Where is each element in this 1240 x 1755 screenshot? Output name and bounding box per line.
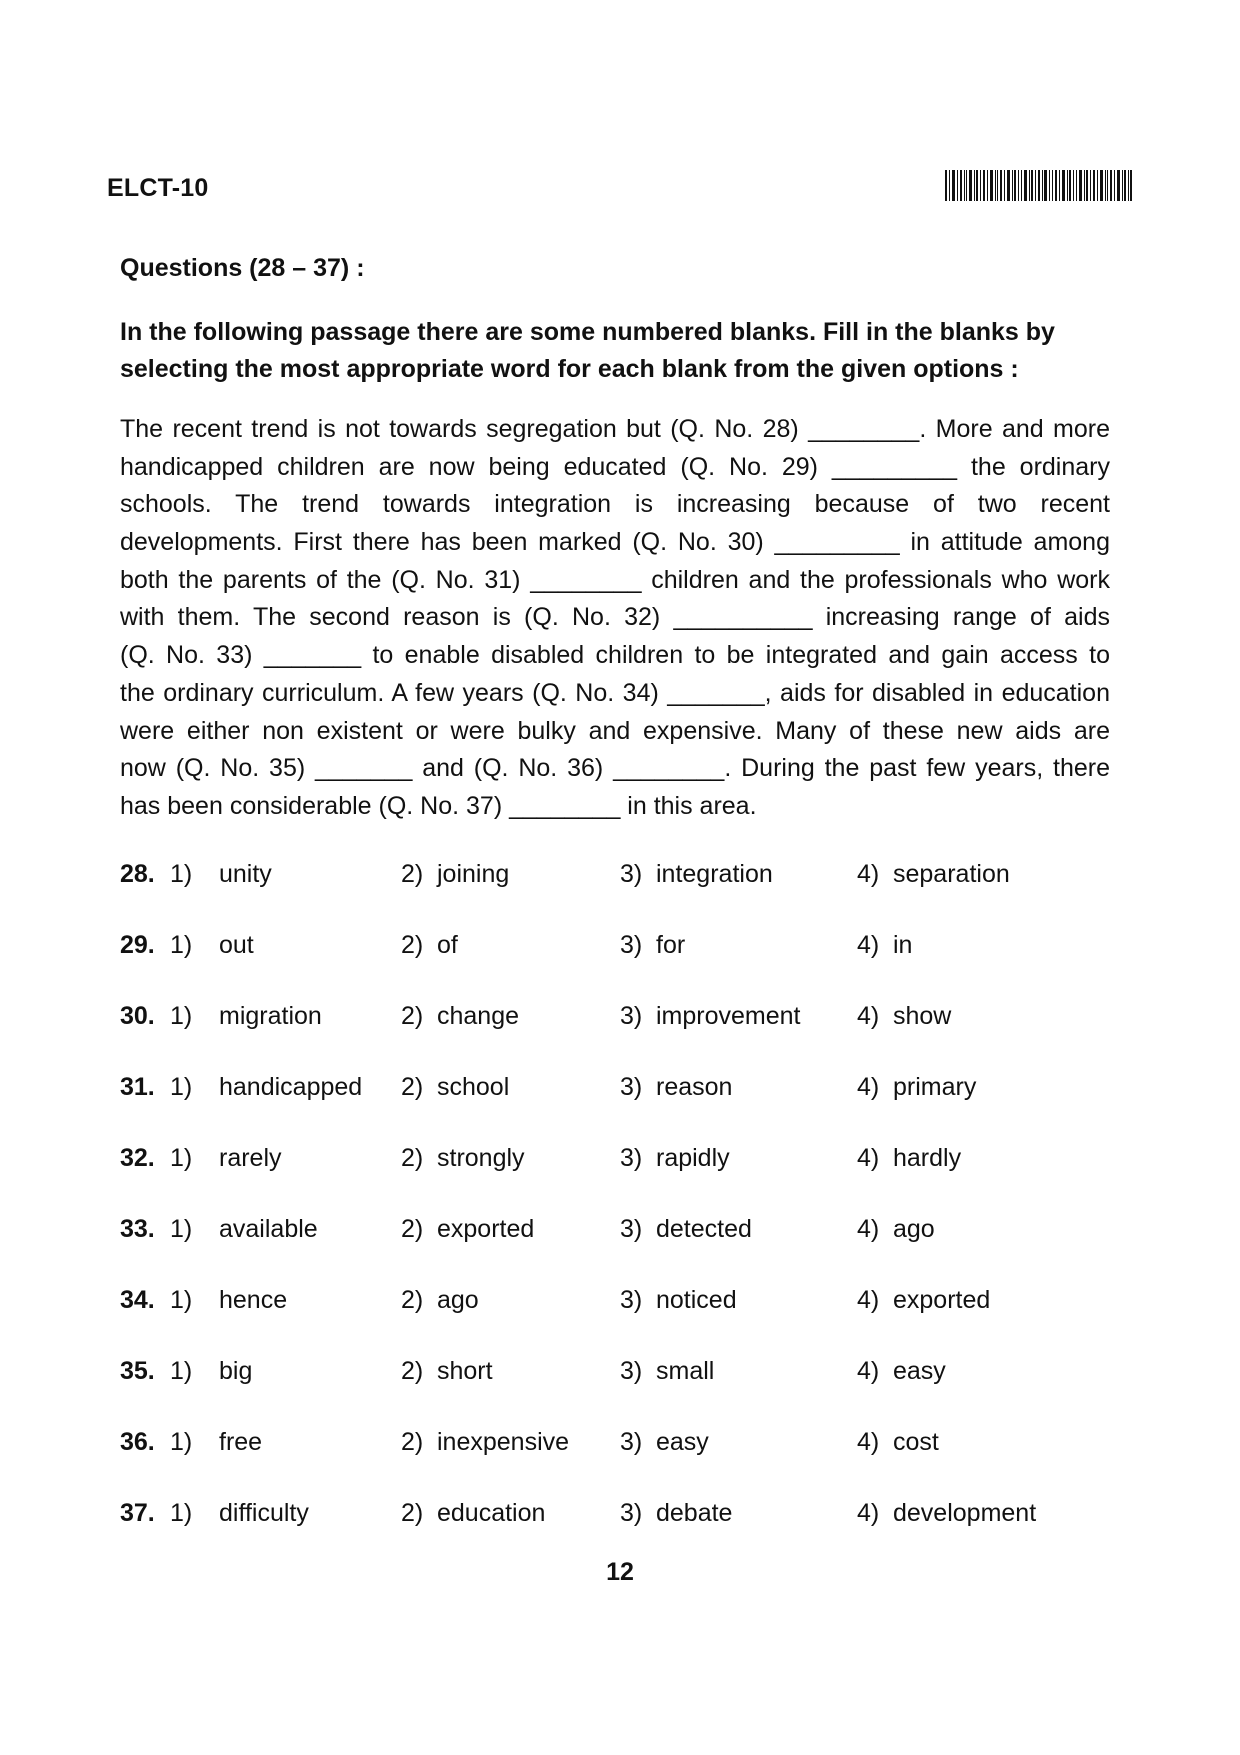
option-label: 1) xyxy=(170,1144,193,1172)
question-number: 29. xyxy=(120,931,155,959)
option-label: 2) xyxy=(401,1428,424,1456)
option-label: 3) xyxy=(620,1215,643,1243)
option-label: 2) xyxy=(401,1499,424,1527)
option-label: 2) xyxy=(401,1073,424,1101)
option-label: 3) xyxy=(620,1357,643,1385)
option-label: 2) xyxy=(401,1002,424,1030)
option-text: handicapped xyxy=(219,1073,363,1101)
question-row xyxy=(120,1286,1120,1357)
option-text: separation xyxy=(893,860,1010,888)
instruction-line: selecting the most appropriate word for each blank from the given options : xyxy=(120,355,1019,383)
option-label: 2) xyxy=(401,1357,424,1385)
option-text: integration xyxy=(656,860,773,888)
question-row xyxy=(120,1215,1120,1286)
option-label: 4) xyxy=(857,860,880,888)
option-text: for xyxy=(656,931,686,959)
instruction-text xyxy=(120,314,1110,388)
option-text: rarely xyxy=(219,1144,282,1172)
question-number: 37. xyxy=(120,1499,155,1527)
passage-line: handicapped children are now being educated (Q. No. 29) _________ the ordinary xyxy=(120,452,1110,481)
question-number: 36. xyxy=(120,1428,155,1456)
option-label: 4) xyxy=(857,931,880,959)
passage-line: now (Q. No. 35) _______ and (Q. No. 36) ________. During the past few years, there xyxy=(120,754,1110,783)
option-text: primary xyxy=(893,1073,977,1101)
passage-line: both the parents of the (Q. No. 31) ________ children and the professionals who work xyxy=(120,565,1110,594)
option-label: 4) xyxy=(857,1499,880,1527)
page-number: 12 xyxy=(606,1558,634,1586)
option-text: school xyxy=(437,1073,510,1101)
option-label: 3) xyxy=(620,1428,643,1456)
option-label: 1) xyxy=(170,1215,193,1243)
option-label: 3) xyxy=(620,1073,643,1101)
option-text: easy xyxy=(893,1357,946,1385)
option-text: available xyxy=(219,1215,318,1243)
question-row xyxy=(120,1428,1120,1499)
option-label: 1) xyxy=(170,1357,193,1385)
option-text: change xyxy=(437,1002,520,1030)
passage-line: with them. The second reason is (Q. No. 32) __________ increasing range of aids xyxy=(120,603,1110,632)
question-row xyxy=(120,1002,1120,1073)
option-label: 4) xyxy=(857,1144,880,1172)
option-label: 3) xyxy=(620,860,643,888)
option-text: reason xyxy=(656,1073,733,1101)
option-text: debate xyxy=(656,1499,733,1527)
question-row xyxy=(120,1144,1120,1215)
option-label: 4) xyxy=(857,1357,880,1385)
question-number: 31. xyxy=(120,1073,155,1101)
question-number: 32. xyxy=(120,1144,155,1172)
option-label: 3) xyxy=(620,931,643,959)
passage-line: developments. First there has been marked (Q. No. 30) _________ in attitude among xyxy=(120,528,1110,557)
option-text: big xyxy=(219,1357,253,1385)
option-text: detected xyxy=(656,1215,752,1243)
option-text: cost xyxy=(893,1428,939,1456)
passage-line: (Q. No. 33) _______ to enable disabled children to be integrated and gain access to xyxy=(120,641,1110,670)
option-text: unity xyxy=(219,860,272,888)
option-text: rapidly xyxy=(656,1144,730,1172)
option-label: 4) xyxy=(857,1428,880,1456)
question-number: 28. xyxy=(120,860,155,888)
question-number: 30. xyxy=(120,1002,155,1030)
instruction-line: In the following passage there are some numbered blanks. Fill in the blanks by xyxy=(120,318,1055,346)
option-text: noticed xyxy=(656,1286,737,1314)
option-label: 4) xyxy=(857,1286,880,1314)
question-row xyxy=(120,1073,1120,1144)
option-text: strongly xyxy=(437,1144,525,1172)
option-text: improvement xyxy=(656,1002,801,1030)
passage-line: were either non existent or were bulky and expensive. Many of these new aids are xyxy=(120,716,1110,745)
option-text: development xyxy=(893,1499,1037,1527)
option-text: show xyxy=(893,1002,952,1030)
question-row xyxy=(120,931,1120,1002)
option-text: free xyxy=(219,1428,263,1456)
option-label: 4) xyxy=(857,1215,880,1243)
option-label: 1) xyxy=(170,1073,193,1101)
option-label: 1) xyxy=(170,1286,193,1314)
option-text: education xyxy=(437,1499,546,1527)
passage-line: has been considerable (Q. No. 37) ________ in this area. xyxy=(120,791,757,820)
option-text: small xyxy=(656,1357,715,1385)
options-list xyxy=(120,860,1120,1570)
option-label: 2) xyxy=(401,931,424,959)
option-text: hardly xyxy=(893,1144,962,1172)
option-label: 1) xyxy=(170,1428,193,1456)
question-row xyxy=(120,1357,1120,1428)
option-text: ago xyxy=(893,1215,935,1243)
option-label: 4) xyxy=(857,1002,880,1030)
option-label: 2) xyxy=(401,860,424,888)
option-text: migration xyxy=(219,1002,322,1030)
option-text: exported xyxy=(437,1215,535,1243)
option-text: difficulty xyxy=(219,1499,309,1527)
option-text: out xyxy=(219,931,254,959)
option-label: 3) xyxy=(620,1002,643,1030)
option-label: 3) xyxy=(620,1286,643,1314)
option-text: hence xyxy=(219,1286,288,1314)
option-label: 4) xyxy=(857,1073,880,1101)
option-label: 3) xyxy=(620,1499,643,1527)
option-label: 2) xyxy=(401,1144,424,1172)
questions-range-heading: Questions (28 – 37) : xyxy=(120,254,365,282)
option-text: of xyxy=(437,931,458,959)
option-label: 1) xyxy=(170,1499,193,1527)
option-label: 1) xyxy=(170,1002,193,1030)
option-label: 1) xyxy=(170,860,193,888)
passage-line: schools. The trend towards integration is increasing because of two recent xyxy=(120,490,1110,519)
passage-line: The recent trend is not towards segregation but (Q. No. 28) ________. More and more xyxy=(120,415,1110,443)
header-code: ELCT-10 xyxy=(107,174,209,202)
question-row xyxy=(120,860,1120,931)
option-label: 2) xyxy=(401,1286,424,1314)
question-number: 33. xyxy=(120,1215,155,1243)
passage-line: the ordinary curriculum. A few years (Q. No. 34) _______, aids for disabled in education xyxy=(120,678,1110,707)
option-label: 2) xyxy=(401,1215,424,1243)
question-number: 35. xyxy=(120,1357,155,1385)
option-label: 3) xyxy=(620,1144,643,1172)
option-text: inexpensive xyxy=(437,1428,570,1456)
passage xyxy=(120,411,1110,826)
question-number: 34. xyxy=(120,1286,155,1314)
option-text: in xyxy=(893,931,913,959)
option-label: 1) xyxy=(170,931,193,959)
barcode-image xyxy=(945,170,1132,201)
option-text: exported xyxy=(893,1286,991,1314)
option-text: joining xyxy=(437,860,510,888)
option-text: ago xyxy=(437,1286,479,1314)
option-text: easy xyxy=(656,1428,709,1456)
option-text: short xyxy=(437,1357,493,1385)
